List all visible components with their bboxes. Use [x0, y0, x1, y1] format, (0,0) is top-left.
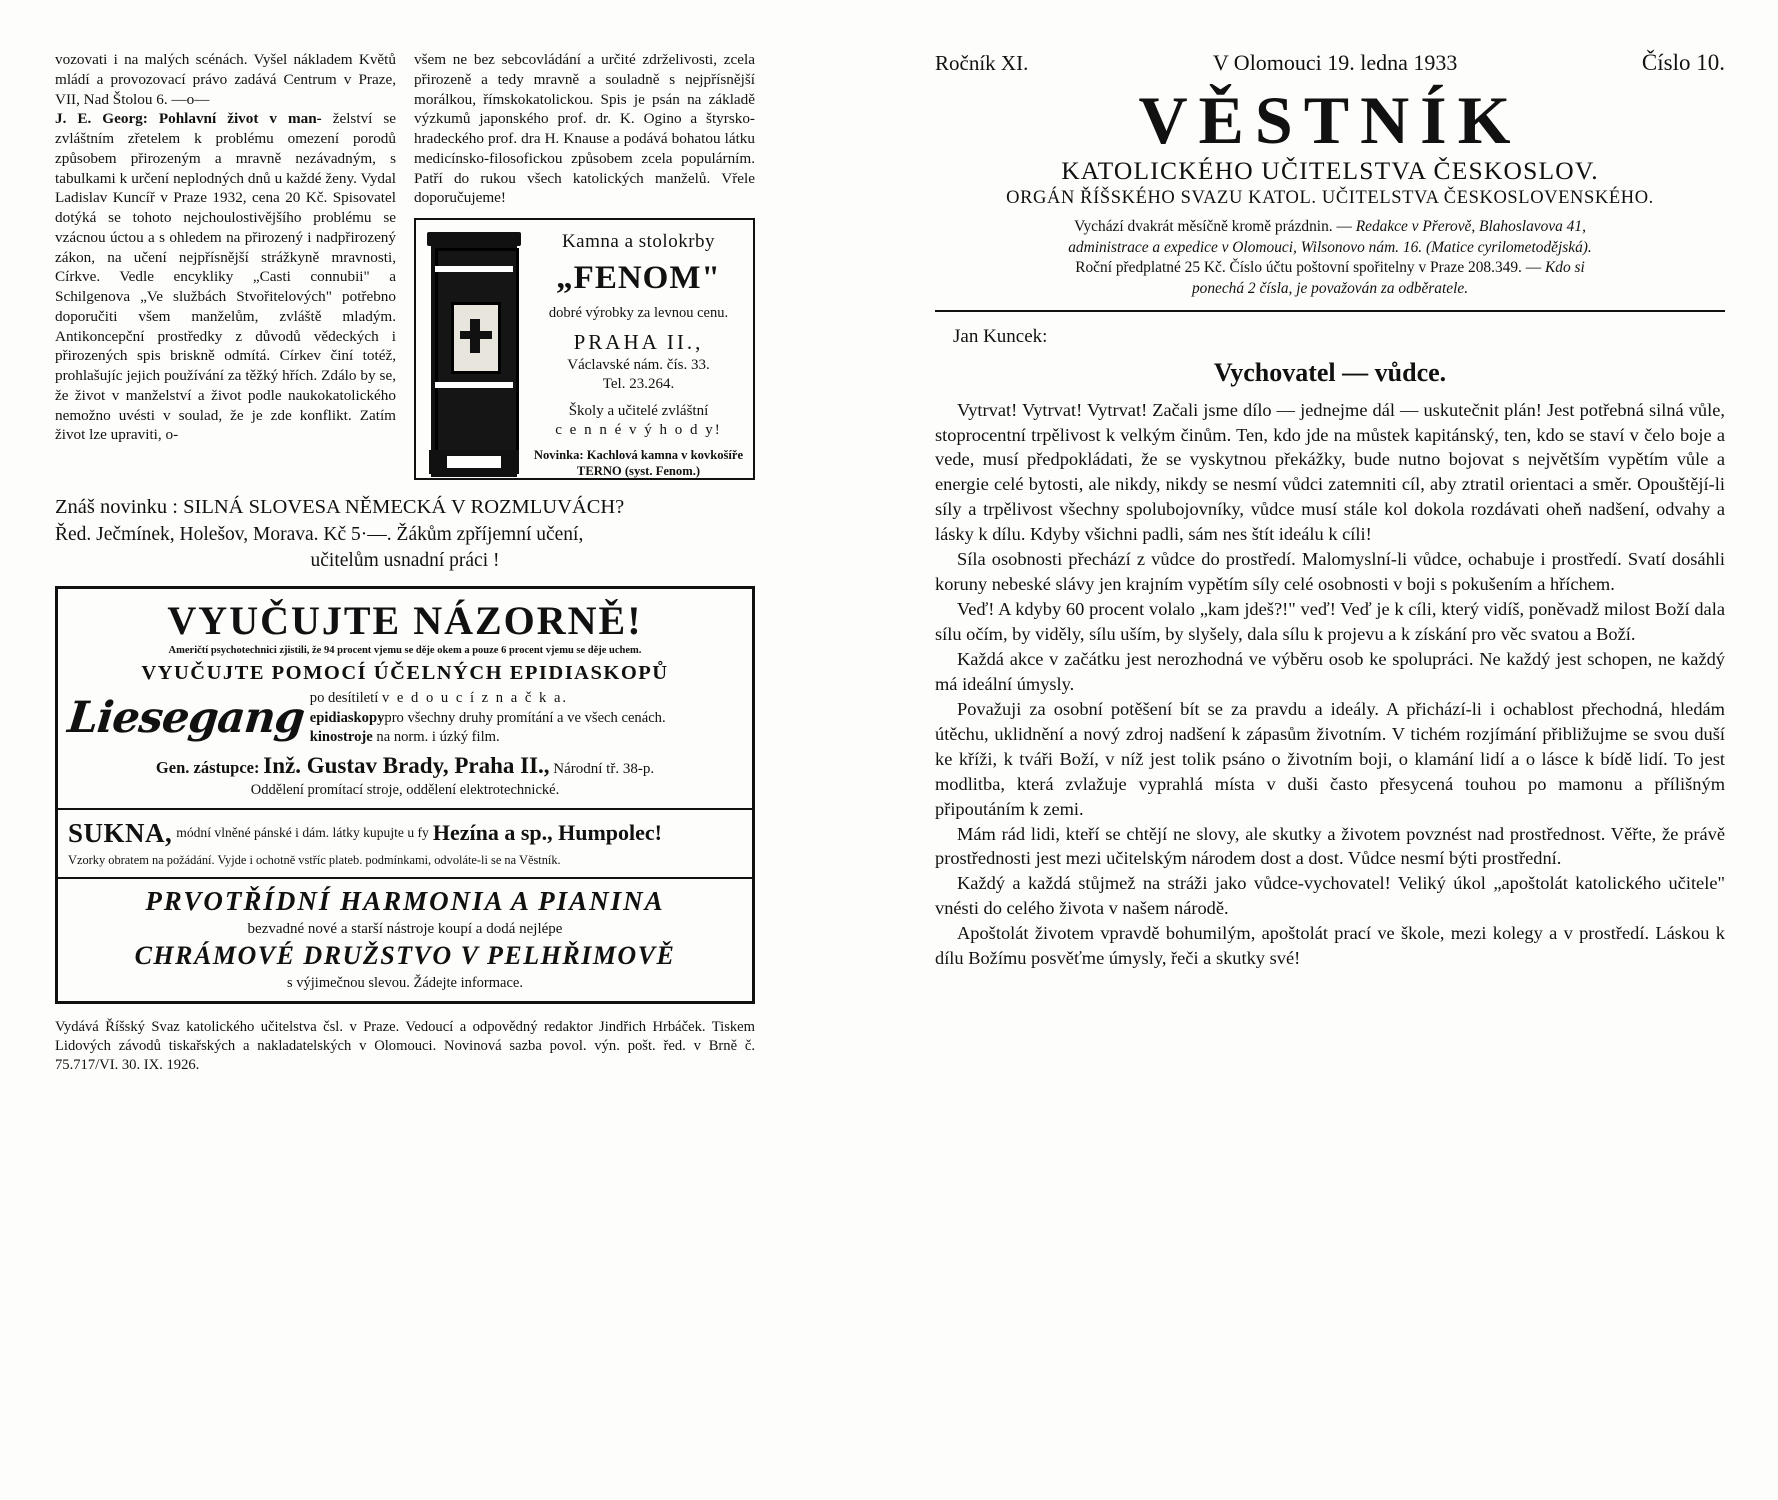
detail2-b: pro všechny druhy promítání a ve všech cenách.: [384, 709, 666, 726]
fenom-novelty: Novinka: Kachlová kamna v kovkošíře TERNO (syst. Fenom.): [533, 448, 744, 479]
detail1-a: po desítiletí: [309, 690, 379, 707]
place-date-label: V Olomouci 19. ledna 1933: [1212, 50, 1458, 75]
brady-address: Národní tř. 38-p.: [553, 761, 655, 778]
harmonia-company: CHRÁMOVÉ DRUŽSTVO V PELHŘIMOVĚ: [134, 941, 676, 971]
detail1-b: v e d o u c í z n a č k a.: [381, 690, 569, 707]
brady-line: [68, 753, 742, 779]
advertisement-box: [55, 586, 755, 1004]
masthead-subtitle-1: KATOLICKÉHO UČITELSTVA ČESKOSLOV.: [1061, 156, 1599, 185]
paragraph: všem ne bez sebcovládání a určité zdrželivosti, zcela přirozeně a tedy mravně a souladně s nejpřísnější morálkou, římskokatolickou. Spis je psán na základě výzkumů japonského prof. dr. K. Ogino a štyrsko-hradeckého prof. dra H. Knause a podává bohatou látku medicínsko-filosofickou způsobem zcela populárním. Patří do rukou všech katolických manželů. Vřele doporučujeme!: [414, 51, 755, 207]
sukna-text: módní vlněné pánské i dám. látky kupujte u fy: [176, 825, 429, 841]
paragraph: vozovati i na malých scénách. Vyšel nákladem Květů mládí a provozovací právo zadává Centrum v Praze, VII, Nad Štolou 6. —o—: [55, 51, 396, 108]
article-author: Jan Kuncek:: [953, 325, 1048, 347]
harmonia-ad: [58, 879, 752, 1001]
article-paragraph: Veď! A kdyby 60 procent volalo „kam jdeš?!" veď! Veď je k cíli, který vidíš, poněvadž milost Boží dala sílu očím, by viděly, sílu uším, by slyšely, dala sílu k projevu a k získání pro věc svatou a Boží.: [935, 599, 1725, 644]
imprint-line-1: [935, 217, 1725, 238]
imprint-1b: Redakce v Přerově, Blahoslavova 41,: [1355, 218, 1586, 235]
fenom-text: [527, 226, 746, 479]
fenom-brand: „FENOM": [556, 259, 721, 296]
liesegang-details: [310, 689, 742, 747]
article-title: Vychovatel — vůdce.: [1213, 357, 1447, 387]
issue-number-label: Číslo 10.: [1641, 50, 1725, 75]
sukna-note: Vzorky obratem na požádání. Vyjde i ochotně vstříc plateb. podmínkami, odvoláte-li se na Věstník.: [68, 853, 561, 868]
paragraph-body: želství se zvláštním zřetelem k problému omezení porodů způsobem přirozeným a mravně nezávadným, s tabulkami k určení neplodných dnů u každé ženy. Vydal Ladislav Kuncíř v Praze 1932, cena 20 Kč. Spisovatel dotýká se tohoto nejchoulostivějšího problému se vzácnou úctou a s ohledem na přirozený i nadpřirozený zákon, na učení nejpřísnější strážkyně mravnosti, Církve. Vedle encykliky „Casti connubii" a Schilgenova „Ve službách Stvořitelových" potřebno doporučiti všem manželům, zvláště mladým. Antikoncepční prostředky z důvodů vědeckých i přirozených spis briskně odmítá. Církev činí totéž, prohlašujíc jejich používání za těžký hřích. Zdálo by se, že život v manželství a život podle naukokatolického nemožno uvésti v soulad, že je zde konflikt. Zatím život lze upraviti, o-: [55, 110, 397, 444]
volume-label: Ročník XI.: [935, 51, 1029, 75]
liesegang-logo: Liesegang: [65, 692, 307, 743]
article-paragraph: Každý a každá stůjmež na stráži jako vůdce-vychovatel! Veliký úkol „apoštolát katolického učitele" vnésti do celého života v našem národě.: [935, 873, 1725, 919]
znas-line2: Řed. Ječmínek, Holešov, Morava. Kč 5·—. Žákům zpříjemní učení,: [55, 523, 584, 545]
fenom-city: PRAHA II.,: [573, 330, 704, 355]
article-body: [935, 398, 1725, 972]
left-column-2: [414, 50, 755, 480]
znas-novinku-ad: [55, 494, 755, 574]
liesegang-headline: VYUČUJTE NÁZORNĚ!: [167, 598, 643, 644]
article-paragraph: Vytrvat! Vytrvat! Vytrvat! Začali jsme dílo — jednejme dál — uskutečnit plán! Jest potřebná silná vůle, stoprocentní trpělivost k velkým činům. Ten, kdo jde na můstek kapitánský, ten, kdo se staví v čelo boje a vede, musí předpokládati, že se vyskytnou překážky, bude nutno bojovat s největším vypětím vůle a energie celé bytosti, ale nikdy, nikdy se nesmí vůdci zatemniti cíl, aby ztratil orientaci a směr. Opouštějí-li síly a trpělivost všechny spolubojovníky, vůdce musí stále kol dokola rozdávati oheň nadšení, odvahy a lásky k dílu. Kdyby všichni padli, sám nes štít ideálu k cíli!: [935, 399, 1725, 545]
imprint-3b: Kdo si: [1545, 259, 1585, 277]
stove-illustration: [423, 226, 527, 472]
stove-icon: [431, 232, 517, 477]
imprint-2: administrace a expedice v Olomouci, Wilsonovo nám. 16. (Matice cyrilometodějská).: [1068, 238, 1592, 256]
liesegang-detail-2: [310, 709, 742, 728]
fenom-line1: Kamna a stolokrby: [561, 231, 716, 252]
liesegang-subhead: Američtí psychotechnici zjistili, že 94 procent vjemu se děje okem a pouze 6 procent vjemu se děje uchem.: [168, 645, 642, 657]
detail2-a: epidiaskopy: [309, 709, 385, 726]
article-paragraph: Každá akce v začátku jest nerozhodná ve výběru osob ke spolupráci. Ne každý jest schopen, ne každý má ideální úmysly.: [935, 648, 1725, 694]
brady-departments: Oddělení promítací stroje, oddělení elektrotechnické.: [250, 782, 560, 799]
right-page: [935, 50, 1725, 971]
fenom-line7: Školy a učitelé zvláštní: [568, 402, 709, 419]
fenom-line8: c e n n é v ý h o d y!: [555, 421, 722, 438]
column2-text: [414, 50, 755, 208]
left-column-1: [55, 50, 396, 480]
masthead-meta: [935, 50, 1725, 76]
paragraph-with-lead: [55, 109, 396, 445]
detail3-b: na norm. i úzký film.: [376, 728, 500, 745]
sukna-headline: SUKNA,: [68, 818, 173, 849]
imprint-4: ponechá 2 čísla, je považován za odběratele.: [1191, 279, 1469, 297]
sukna-ad: [58, 810, 752, 879]
znas-line1: Znáš novinku : SILNÁ SLOVESA NĚMECKÁ V ROZMLUVÁCH?: [55, 496, 625, 518]
brady-name: Inž. Gustav Brady, Praha II.,: [263, 753, 550, 779]
imprint-line-4: [935, 279, 1725, 300]
masthead-subtitle-2: ORGÁN ŘÍŠSKÉHO SVAZU KATOL. UČITELSTVA ČESKOSLOVENSKÉHO.: [1006, 188, 1654, 208]
book-author: J. E. Georg: Pohlavní život v man-: [55, 110, 322, 128]
harmonia-note: s výjimečnou slevou. Žádejte informace.: [287, 975, 523, 992]
liesegang-logo-row: [65, 689, 742, 747]
sukna-company: Hezína a sp., Humpolec!: [432, 820, 663, 846]
left-columns: [55, 50, 755, 480]
fenom-address: Václavské nám. čís. 33.: [567, 357, 710, 374]
article-paragraph: Mám rád lidi, kteří se chtějí ne slovy, ale skutky a životem povznést nad prostřednost. Věřte, že právě prostřednosti jest mezi učitelským národem dost a dost. Vůdce nesmí býti prostřední.: [935, 823, 1725, 869]
masthead-imprint: [935, 217, 1725, 300]
imprint-line-2: [935, 238, 1725, 259]
article-paragraph: Apoštolát životem vpravdě bohumilým, apoštolát prací ve škole, mezi kolegy a v prostředí. Láskou k dílu Božímu posvěťme úmysly, řeči a skutky své!: [935, 923, 1725, 969]
imprint-3a: Roční předplatné 25 Kč. Číslo účtu poštovní spořitelny v Praze 208.349. —: [1075, 259, 1545, 277]
liesegang-ad: [58, 589, 752, 810]
colophon: Vydává Říšský Svaz katolického učitelstva čsl. v Praze. Vedoucí a odpovědný redaktor Jindřich Hrbáček. Tiskem Lidových závodů tiskařských a nakladatelských v Olomouci. Novinová sazba povol. výn. pošt. řed. v Brně č. 75.717/VI. 30. IX. 1926.: [55, 1019, 755, 1074]
detail3-a: kinostroje: [309, 728, 373, 745]
masthead-title: VĚSTNÍK: [1138, 82, 1522, 158]
fenom-phone: Tel. 23.264.: [602, 376, 675, 393]
left-page: [55, 50, 755, 1230]
imprint-1a: Vychází dvakrát měsíčně kromě prázdnin. —: [1074, 218, 1356, 235]
article-paragraph: Síla osobnosti přechází z vůdce do prostředí. Malomyslní-li vůdce, ochabuje i prostředí. Svatí dosáhli koruny nebeské slávy jen krajním vypětím síly celé osobnosti v boji s pokušením a hříchem.: [935, 549, 1725, 595]
liesegang-detail-1: [310, 689, 742, 708]
imprint-line-3: [935, 258, 1725, 279]
fenom-advertisement: [414, 218, 755, 480]
brady-prefix: Gen. zástupce:: [155, 758, 260, 778]
fenom-line3: dobré výrobky za levnou cenu.: [548, 305, 729, 321]
liesegang-headline2: VYUČUJTE POMOCÍ ÚČELNÝCH EPIDIASKOPŮ: [141, 662, 669, 685]
column1-text: [55, 50, 396, 445]
liesegang-detail-3: [310, 728, 742, 747]
sukna-row: [68, 817, 742, 849]
harmonia-headline: PRVOTŘÍDNÍ HARMONIA A PIANINA: [145, 886, 665, 917]
harmonia-text: bezvadné nové a starší nástroje koupí a dodá nejlépe: [247, 921, 563, 938]
masthead-divider: [935, 310, 1725, 312]
article-paragraph: Považuji za osobní potěšení bít se za pravdu a ideály. A přichází-li i ochablost přechodná, hledám útěchu, uklidnění a nový zdroj nadšení k zápasům životním. V tichém rozjímání přibližujme se svou duší ke kříži, k tváři Boží, v níž jest tolik psáno o životním boji, o klamání lidí a o lásce k bídě lidí. To jest modlitba, která zvlažuje vyprahlá místa v duši často přesycená touhou po mamonu a přílišným připoutáním k zemi.: [935, 698, 1725, 819]
znas-line3: učitelům usnadní práci !: [310, 549, 500, 571]
